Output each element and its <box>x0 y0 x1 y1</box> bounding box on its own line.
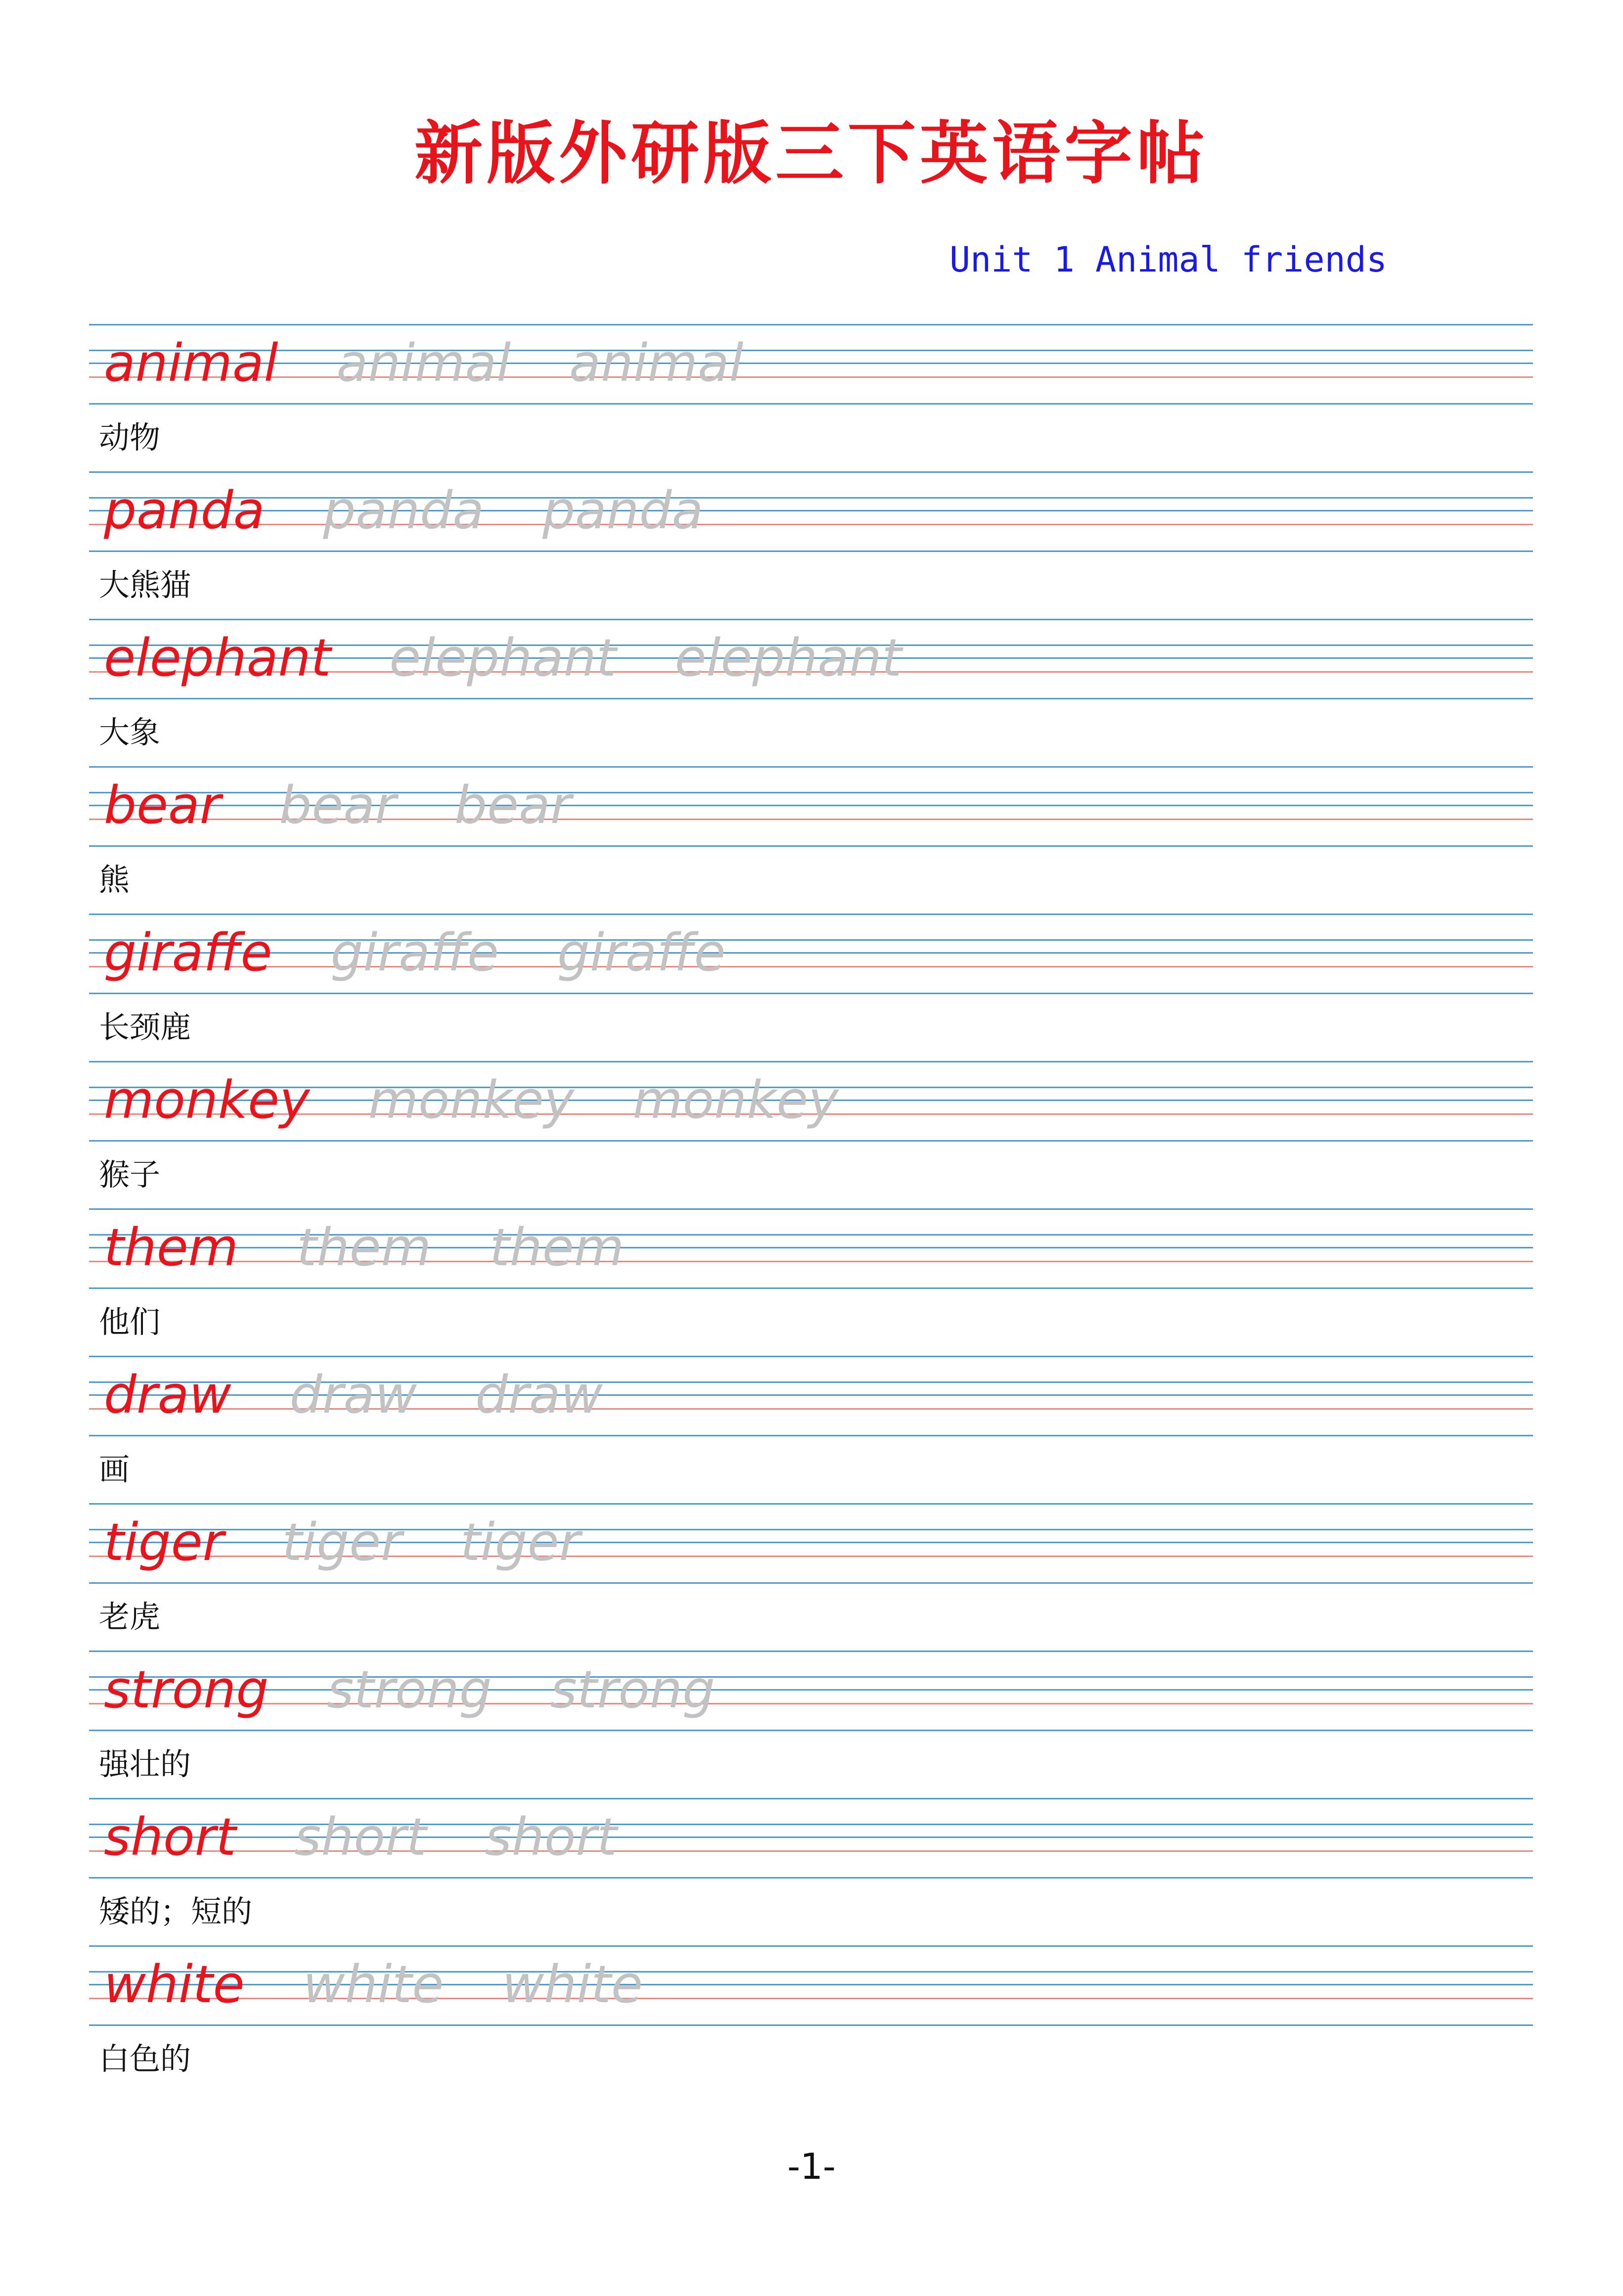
vocab-entry <box>89 1798 1533 1945</box>
trace-word: panda <box>323 480 484 541</box>
guide-line-bottom <box>89 993 1533 994</box>
vocab-entry <box>89 1945 1533 2093</box>
word-row <box>104 1653 715 1727</box>
guide-line-bottom <box>89 1287 1533 1289</box>
trace-word: giraffe <box>330 922 499 983</box>
chinese-meaning: 强壮的 <box>99 1746 191 1782</box>
word-row <box>104 1210 624 1285</box>
chinese-meaning: 矮的；短的 <box>99 1893 253 1929</box>
trace-word: white <box>303 1954 444 2015</box>
chinese-meaning: 大熊猫 <box>99 567 191 603</box>
trace-word: giraffe <box>557 922 726 983</box>
trace-word: animal <box>569 333 744 393</box>
page-number: -1- <box>787 2146 836 2187</box>
word-row <box>104 1505 580 1579</box>
vocab-entry <box>89 1651 1533 1798</box>
guide-line-top <box>89 471 1533 473</box>
trace-word: monkey <box>632 1070 839 1130</box>
guide-line-bottom <box>89 698 1533 699</box>
vocab-word: white <box>104 1954 245 2015</box>
trace-word: elephant <box>675 628 902 688</box>
word-row <box>104 1358 603 1432</box>
trace-word: tiger <box>460 1512 581 1572</box>
guide-line-top <box>89 1798 1533 1799</box>
vocab-word: draw <box>104 1365 231 1425</box>
trace-word: draw <box>289 1365 417 1425</box>
guide-line-top <box>89 1208 1533 1210</box>
vocab-word: short <box>104 1807 236 1867</box>
guide-line-top <box>89 619 1533 620</box>
trace-word: panda <box>542 480 704 541</box>
vocab-entry <box>89 1503 1533 1651</box>
word-row <box>104 916 725 990</box>
trace-word: strong <box>327 1659 492 1720</box>
vocabulary-list <box>89 324 1533 2093</box>
vocab-word: bear <box>104 775 221 835</box>
trace-word: bear <box>454 775 572 835</box>
unit-subtitle: Unit 1 Animal friends <box>949 239 1388 280</box>
guide-line-bottom <box>89 2024 1533 2026</box>
guide-line-bottom <box>89 845 1533 847</box>
trace-word: animal <box>336 333 511 393</box>
trace-word: monkey <box>368 1070 575 1130</box>
vocab-word: giraffe <box>104 922 272 983</box>
guide-line-top <box>89 1651 1533 1652</box>
guide-line-top <box>89 766 1533 768</box>
vocab-entry <box>89 766 1533 914</box>
trace-word: elephant <box>389 628 617 688</box>
vocab-word: them <box>104 1217 238 1278</box>
vocab-word: panda <box>104 480 265 541</box>
chinese-meaning: 画 <box>99 1451 130 1487</box>
vocab-entry <box>89 1356 1533 1503</box>
trace-word: them <box>296 1217 431 1278</box>
chinese-meaning: 大象 <box>99 714 161 750</box>
vocab-entry <box>89 1061 1533 1208</box>
word-row <box>104 1063 839 1137</box>
vocab-word: elephant <box>104 628 331 688</box>
word-row <box>104 473 703 548</box>
chinese-meaning: 猴子 <box>99 1156 161 1193</box>
vocab-entry <box>89 471 1533 619</box>
word-row <box>104 326 743 400</box>
trace-word: them <box>489 1217 624 1278</box>
guide-line-top <box>89 914 1533 915</box>
guide-line-bottom <box>89 551 1533 552</box>
guide-line-bottom <box>89 1877 1533 1879</box>
chinese-meaning: 老虎 <box>99 1599 161 1635</box>
chinese-meaning: 白色的 <box>99 2041 191 2077</box>
guide-line-bottom <box>89 1582 1533 1584</box>
vocab-word: monkey <box>104 1070 310 1130</box>
word-row <box>104 621 902 695</box>
vocab-entry <box>89 914 1533 1061</box>
chinese-meaning: 动物 <box>99 419 161 456</box>
word-row <box>104 1800 617 1874</box>
page-title: 新版外研版三下英语字帖 <box>414 113 1209 193</box>
trace-word: tiger <box>282 1512 402 1572</box>
vocab-entry <box>89 1208 1533 1356</box>
guide-line-top <box>89 1356 1533 1357</box>
trace-word: short <box>485 1807 617 1867</box>
vocab-word: strong <box>104 1659 269 1720</box>
chinese-meaning: 长颈鹿 <box>99 1009 191 1045</box>
guide-line-top <box>89 1945 1533 1947</box>
vocab-entry <box>89 619 1533 766</box>
trace-word: strong <box>550 1659 715 1720</box>
guide-line-top <box>89 324 1533 325</box>
trace-word: short <box>294 1807 427 1867</box>
vocab-entry <box>89 324 1533 471</box>
word-row <box>104 768 572 842</box>
vocab-word: animal <box>104 333 278 393</box>
word-row <box>104 1947 643 2021</box>
guide-line-top <box>89 1503 1533 1505</box>
guide-line-bottom <box>89 1730 1533 1731</box>
chinese-meaning: 他们 <box>99 1304 161 1340</box>
trace-word: white <box>502 1954 643 2015</box>
guide-line-top <box>89 1061 1533 1062</box>
vocab-word: tiger <box>104 1512 224 1572</box>
trace-word: draw <box>475 1365 603 1425</box>
trace-word: bear <box>279 775 396 835</box>
chinese-meaning: 熊 <box>99 862 130 898</box>
guide-line-bottom <box>89 403 1533 405</box>
guide-line-bottom <box>89 1140 1533 1142</box>
guide-line-bottom <box>89 1435 1533 1436</box>
